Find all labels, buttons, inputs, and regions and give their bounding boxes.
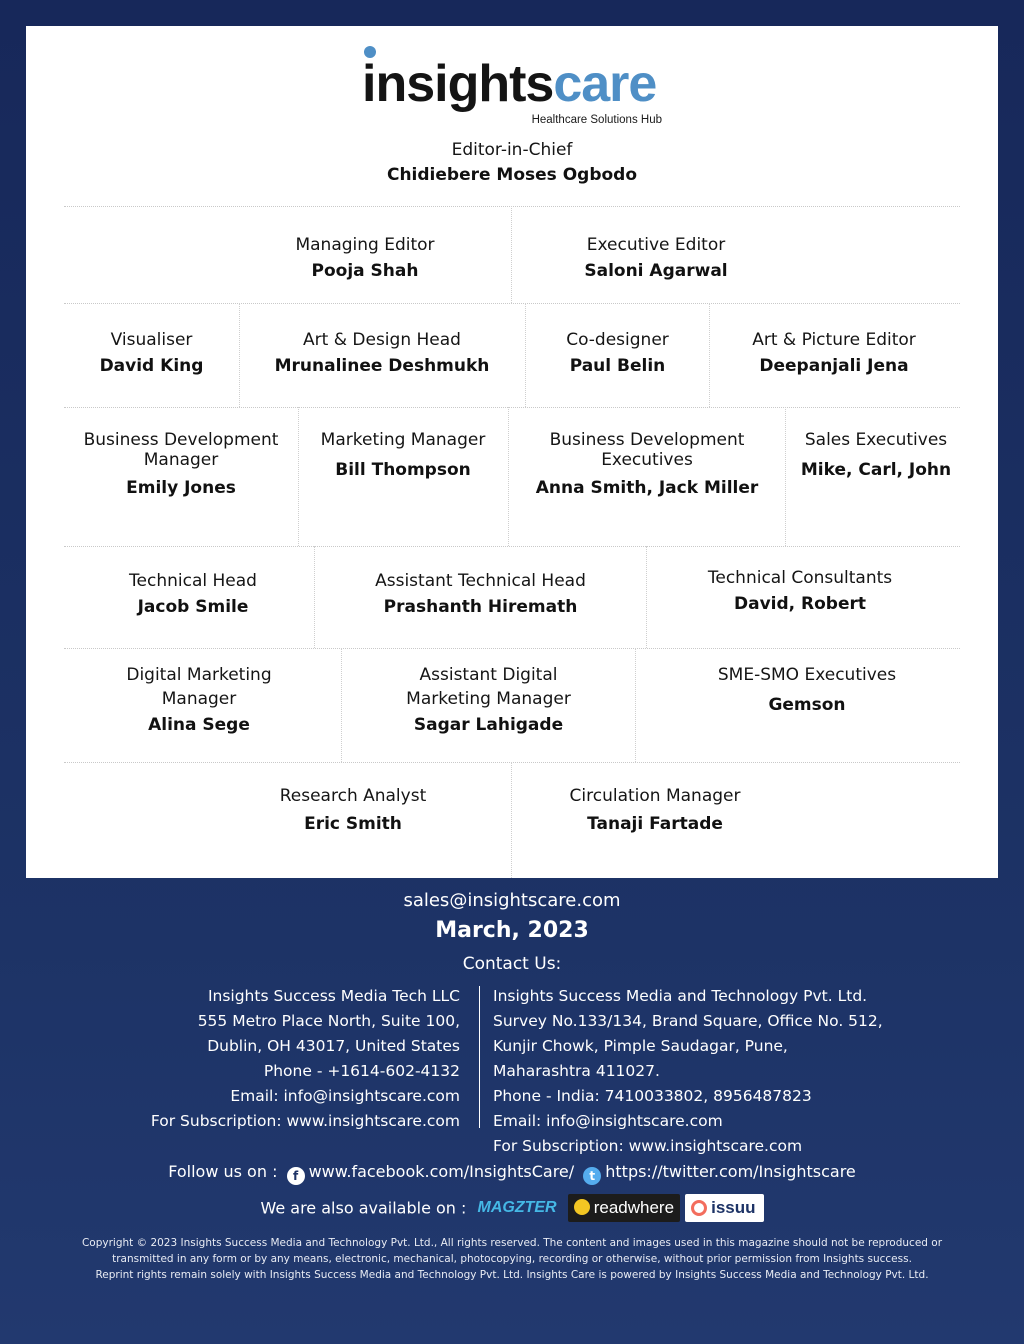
copyright-line: Reprint rights remain solely with Insights Success Media and Technology Pvt. Ltd. Insights Care is powered by Insights Success Media and Technology Pvt. Ltd.	[95, 1269, 929, 1281]
staff-entry	[647, 568, 953, 614]
staff-entry	[265, 235, 465, 281]
role-label: Marketing Manager	[406, 689, 571, 709]
staff-entry	[546, 786, 764, 834]
staff-entry	[299, 430, 507, 480]
issue-date: March, 2023	[435, 918, 589, 943]
email-line[interactable]: Email: info@insightscare.com	[230, 1087, 460, 1105]
staff-entry	[315, 571, 646, 617]
twitter-link[interactable]: https://twitter.com/Insightscare	[605, 1162, 856, 1181]
role-label: Art & Picture Editor	[752, 330, 916, 350]
staff-entry	[636, 665, 978, 715]
role-label: Visualiser	[110, 330, 193, 350]
role-label: Sales Executives	[804, 430, 948, 450]
address-divider	[479, 986, 480, 1128]
subscription-line[interactable]: For Subscription: www.insightscare.com	[150, 1112, 460, 1130]
divider	[511, 762, 512, 878]
role-label: Assistant Digital	[419, 665, 558, 685]
role-label: Executive Editor	[586, 235, 726, 255]
divider	[64, 546, 960, 547]
role-label: Editor-in-Chief	[451, 140, 573, 160]
divider	[64, 206, 960, 207]
staff-entry	[64, 430, 298, 498]
divider	[64, 648, 960, 649]
person-name: Chidiebere Moses Ogbodo	[386, 165, 638, 185]
role-label: Co-designer	[566, 330, 669, 350]
editor-in-chief	[26, 140, 998, 185]
role-label: Executives	[601, 450, 693, 470]
readwhere-logo[interactable]: readwhere	[568, 1194, 680, 1222]
subscription-line[interactable]: For Subscription: www.insightscare.com	[493, 1137, 803, 1155]
address-line: Kunjir Chowk, Pimple Saudagar, Pune,	[493, 1037, 788, 1055]
role-label: Circulation Manager	[569, 786, 741, 806]
role-label: Technical Consultants	[707, 568, 893, 588]
role-label: Business Development	[83, 430, 279, 450]
role-label: Research Analyst	[279, 786, 427, 806]
role-label: Business Development	[549, 430, 745, 450]
divider	[64, 762, 960, 763]
sales-email[interactable]: sales@insightscare.com	[403, 890, 621, 911]
masthead-card	[26, 26, 998, 878]
person-name: Deepanjali Jena	[759, 356, 909, 376]
phone-line: Phone - India: 7410033802, 8956487823	[493, 1087, 812, 1105]
staff-entry	[786, 430, 966, 480]
role-label: Art & Design Head	[303, 330, 461, 350]
logo-tagline: Healthcare Solutions Hub	[531, 114, 662, 126]
person-name: Eric Smith	[304, 814, 402, 834]
facebook-icon[interactable]: f	[287, 1167, 305, 1185]
role-label: Manager	[161, 689, 237, 709]
address-line: 555 Metro Place North, Suite 100,	[197, 1012, 460, 1030]
insightscare-logo: insightscare Healthcare Solutions Hub	[362, 44, 662, 136]
owl-icon	[574, 1199, 590, 1215]
issuu-logo[interactable]: issuu	[685, 1194, 763, 1222]
platforms-row	[0, 1194, 1024, 1222]
us-address	[151, 984, 460, 1134]
phone-line: Phone - +1614-602-4132	[263, 1062, 460, 1080]
divider	[64, 303, 960, 304]
email-line[interactable]: Email: info@insightscare.com	[493, 1112, 723, 1130]
role-label: Marketing Manager	[320, 430, 486, 450]
staff-entry	[240, 330, 524, 376]
divider	[64, 407, 960, 408]
follow-label: Follow us on :	[168, 1162, 278, 1181]
person-name: Sagar Lahigade	[413, 715, 564, 735]
address-line: Maharashtra 411027.	[493, 1062, 660, 1080]
role-label: Digital Marketing	[126, 665, 272, 685]
issuu-ring-icon	[691, 1200, 707, 1216]
role-label: Managing Editor	[295, 235, 435, 255]
person-name: Gemson	[768, 695, 846, 715]
role-label: SME-SMO Executives	[717, 665, 897, 685]
copyright-notice	[60, 1235, 964, 1283]
india-address	[493, 984, 883, 1159]
person-name: Paul Belin	[569, 356, 666, 376]
staff-entry	[526, 330, 709, 376]
person-name: Mike, Carl, John	[800, 460, 952, 480]
twitter-icon[interactable]: t	[583, 1167, 601, 1185]
social-links	[0, 1162, 1024, 1185]
staff-entry	[64, 665, 334, 735]
person-name: Prashanth Hiremath	[383, 597, 578, 617]
person-name: Bill Thompson	[335, 460, 471, 480]
address-line: Insights Success Media Tech LLC	[207, 987, 460, 1005]
divider	[511, 206, 512, 303]
role-label: Manager	[143, 450, 219, 470]
person-name: David King	[99, 356, 204, 376]
staff-entry	[64, 571, 322, 617]
person-name: Emily Jones	[126, 478, 236, 498]
facebook-link[interactable]: www.facebook.com/InsightsCare/	[308, 1162, 575, 1181]
staff-entry	[546, 235, 766, 281]
staff-entry	[710, 330, 958, 376]
role-label: Technical Head	[129, 571, 257, 591]
person-name: Tanaji Fartade	[587, 814, 723, 834]
person-name: Jacob Smile	[137, 597, 249, 617]
person-name: Mrunalinee Deshmukh	[274, 356, 490, 376]
person-name: Anna Smith, Jack Miller	[535, 478, 759, 498]
address-line: Survey No.133/134, Brand Square, Office No. 512,	[493, 1012, 883, 1030]
address-line: Insights Success Media and Technology Pvt. Ltd.	[493, 987, 868, 1005]
copyright-line: transmitted in any form or by any means, electronic, mechanical, photocopying, recording or otherwise, without prior permission from Insights success.	[112, 1253, 912, 1265]
staff-entry	[64, 330, 239, 376]
person-name: Alina Sege	[148, 715, 250, 735]
address-line: Dublin, OH 43017, United States	[207, 1037, 460, 1055]
magzter-logo[interactable]: MAGZTER	[477, 1199, 557, 1216]
staff-entry	[509, 430, 785, 498]
person-name: Saloni Agarwal	[584, 261, 728, 281]
role-label: Assistant Technical Head	[375, 571, 586, 591]
person-name: Pooja Shah	[311, 261, 419, 281]
staff-entry	[342, 665, 635, 735]
person-name: David, Robert	[733, 594, 866, 614]
staff-entry	[253, 786, 453, 834]
copyright-line: Copyright © 2023 Insights Success Media and Technology Pvt. Ltd., All rights reserved. The content and images used in this magazine should not be reproduced or	[81, 1237, 943, 1249]
available-label: We are also available on :	[260, 1198, 467, 1218]
contact-heading: Contact Us:	[462, 954, 562, 974]
